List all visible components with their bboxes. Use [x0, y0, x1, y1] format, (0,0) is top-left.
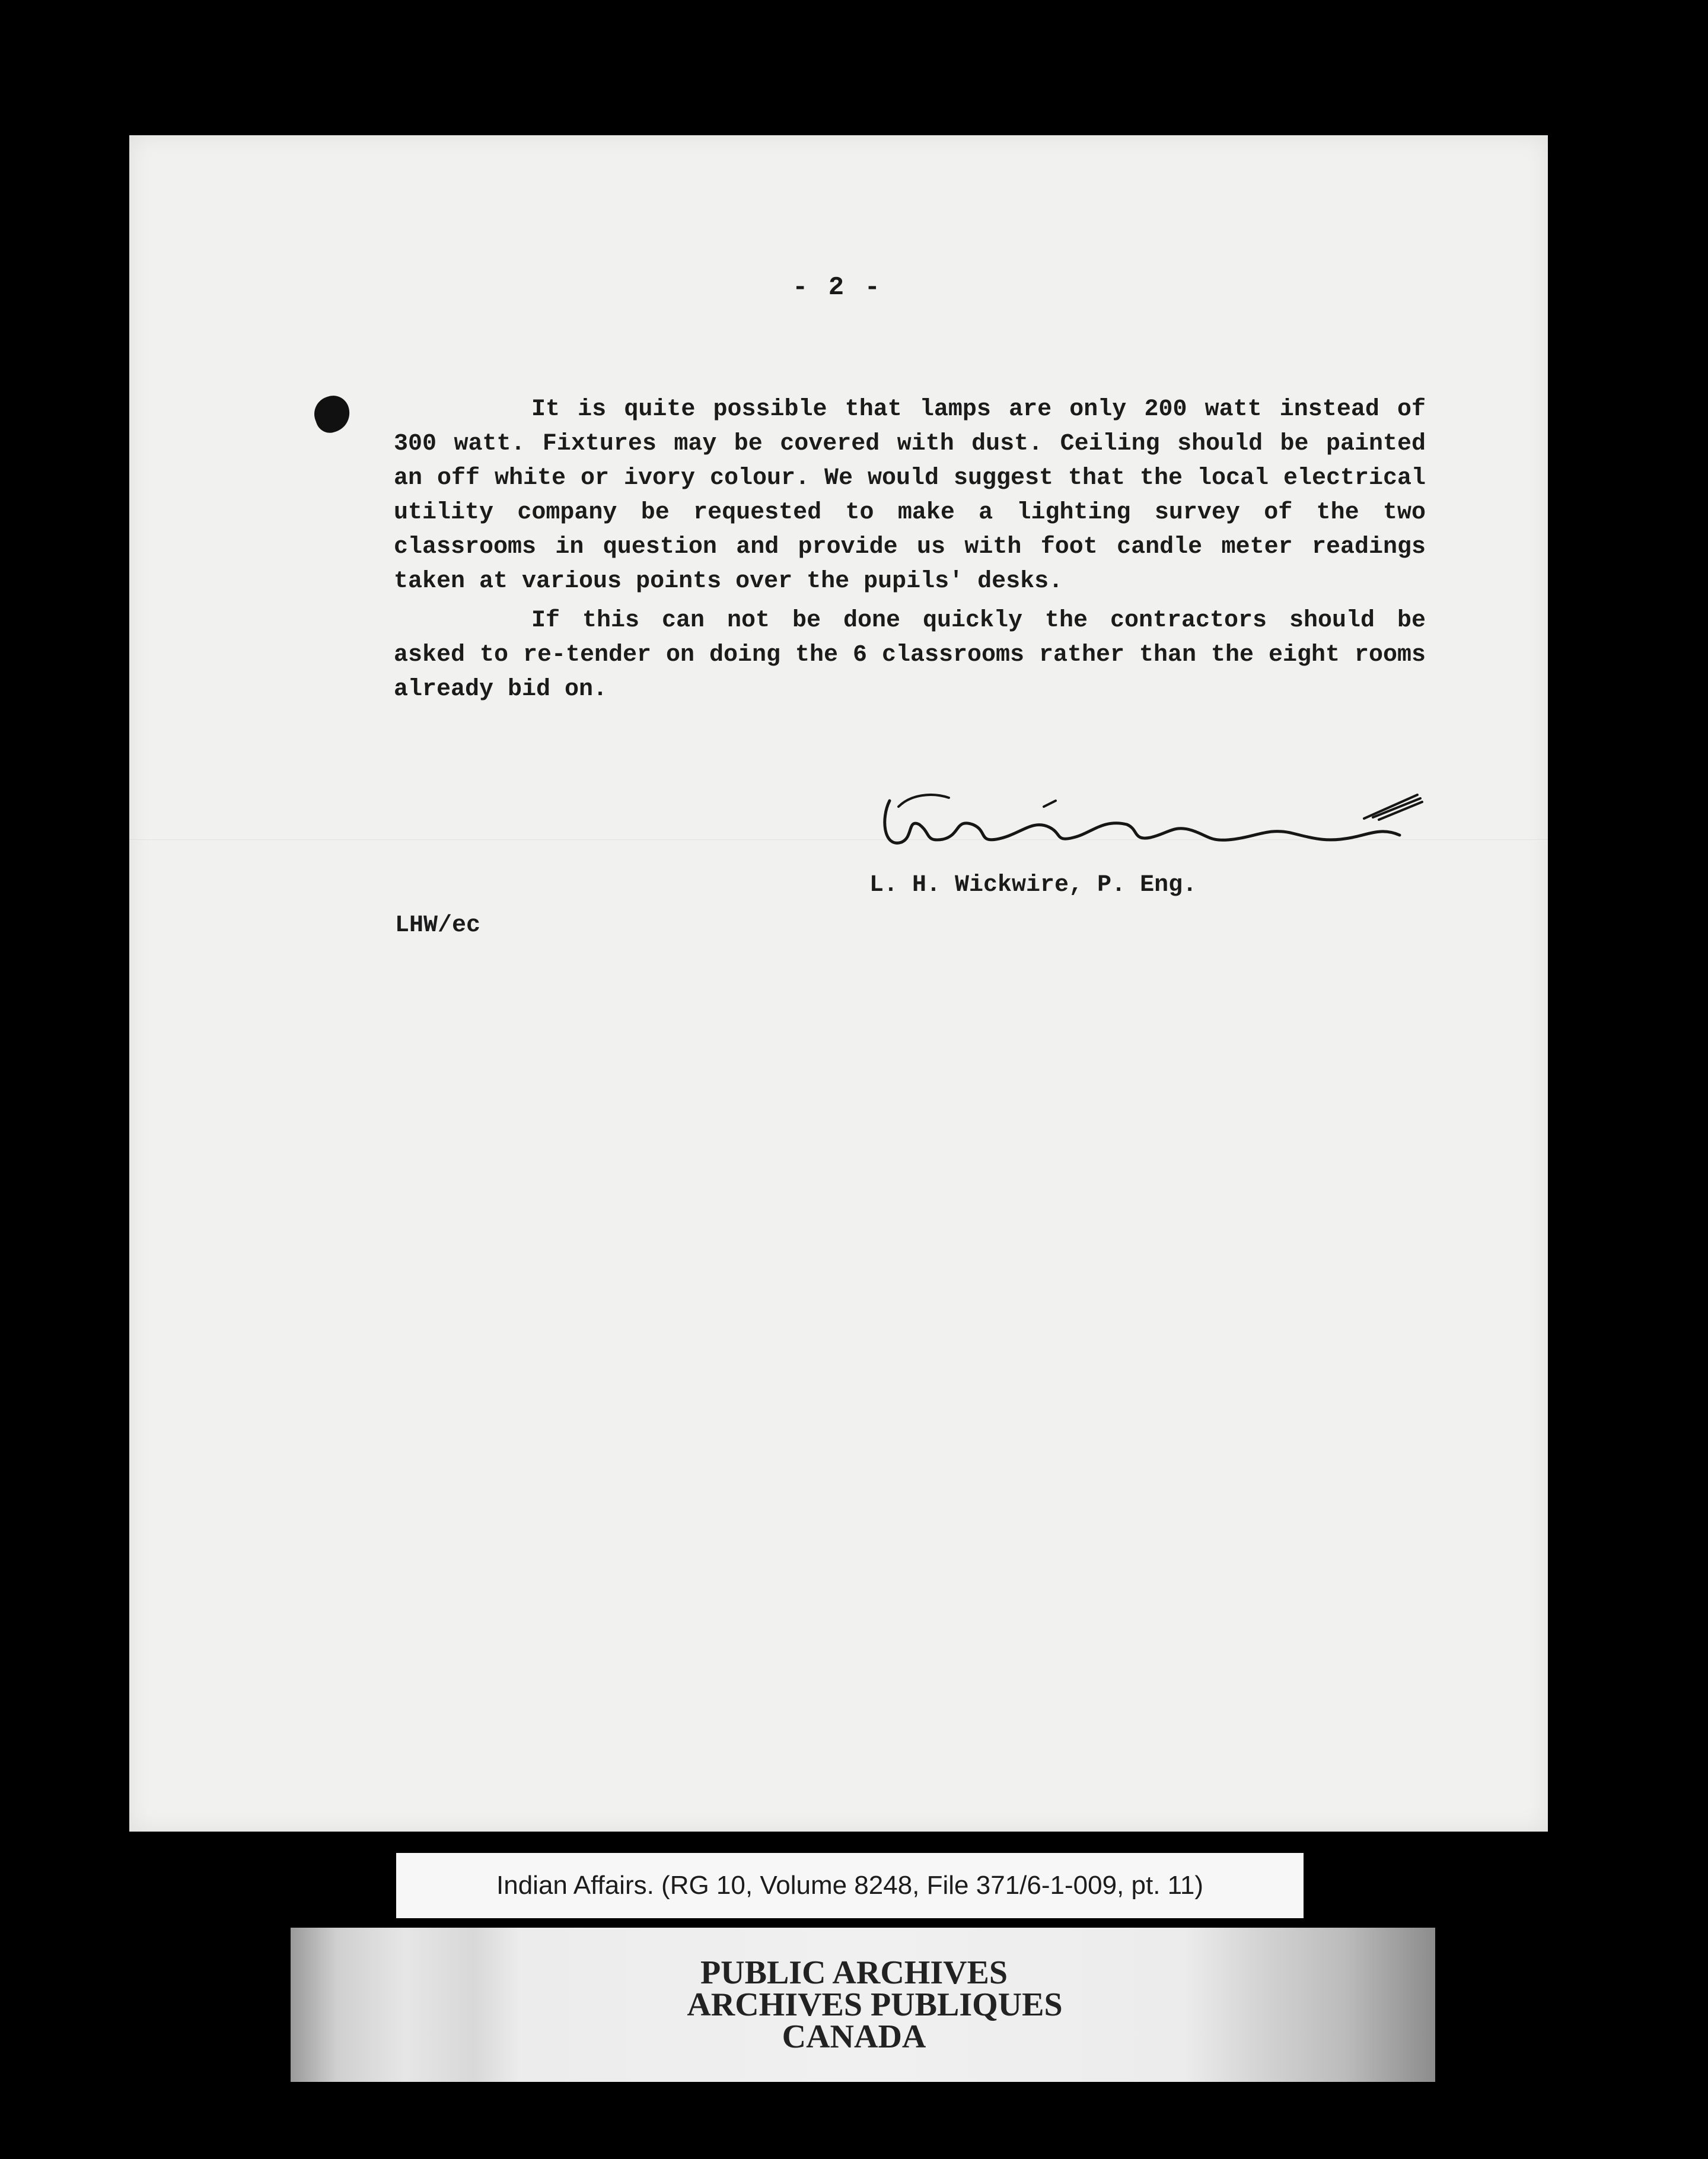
stamp-line-english: PUBLIC ARCHIVES — [700, 1954, 1008, 1991]
archive-stamp-text — [291, 1928, 1435, 2082]
page-number: - 2 - — [792, 273, 883, 302]
archive-stamp — [291, 1928, 1435, 2082]
signatory-name: L. H. Wickwire, P. Eng. — [869, 872, 1197, 899]
stamp-line-french: ARCHIVES PUBLIQUES — [687, 1986, 1063, 2023]
paragraph-lighting: It is quite possible that lamps are only 200 watt instead of 300 watt. Fixtures may be covered with dust. Ceiling should be painted an off white or ivory colour. We would suggest that the local electrical utility company be requested to make a lighting survey of the two classrooms in question and provide us with foot candle meter readings taken at various points over the pupils' desks. — [394, 396, 1426, 595]
archive-citation-label — [396, 1853, 1304, 1918]
punch-hole — [310, 391, 355, 437]
typist-reference: LHW/ec — [395, 912, 481, 939]
handwritten-signature — [878, 783, 1435, 872]
stamp-line-country: CANADA — [782, 2018, 926, 2055]
archive-citation: Indian Affairs. (RG 10, Volume 8248, File 371/6-1-009, pt. 11) — [496, 1871, 1203, 1900]
letter-page — [129, 135, 1548, 1832]
paragraph-retender: If this can not be done quickly the contractors should be asked to re-tender on doing the 6 classrooms rather than the eight rooms already bid on. — [394, 607, 1426, 703]
